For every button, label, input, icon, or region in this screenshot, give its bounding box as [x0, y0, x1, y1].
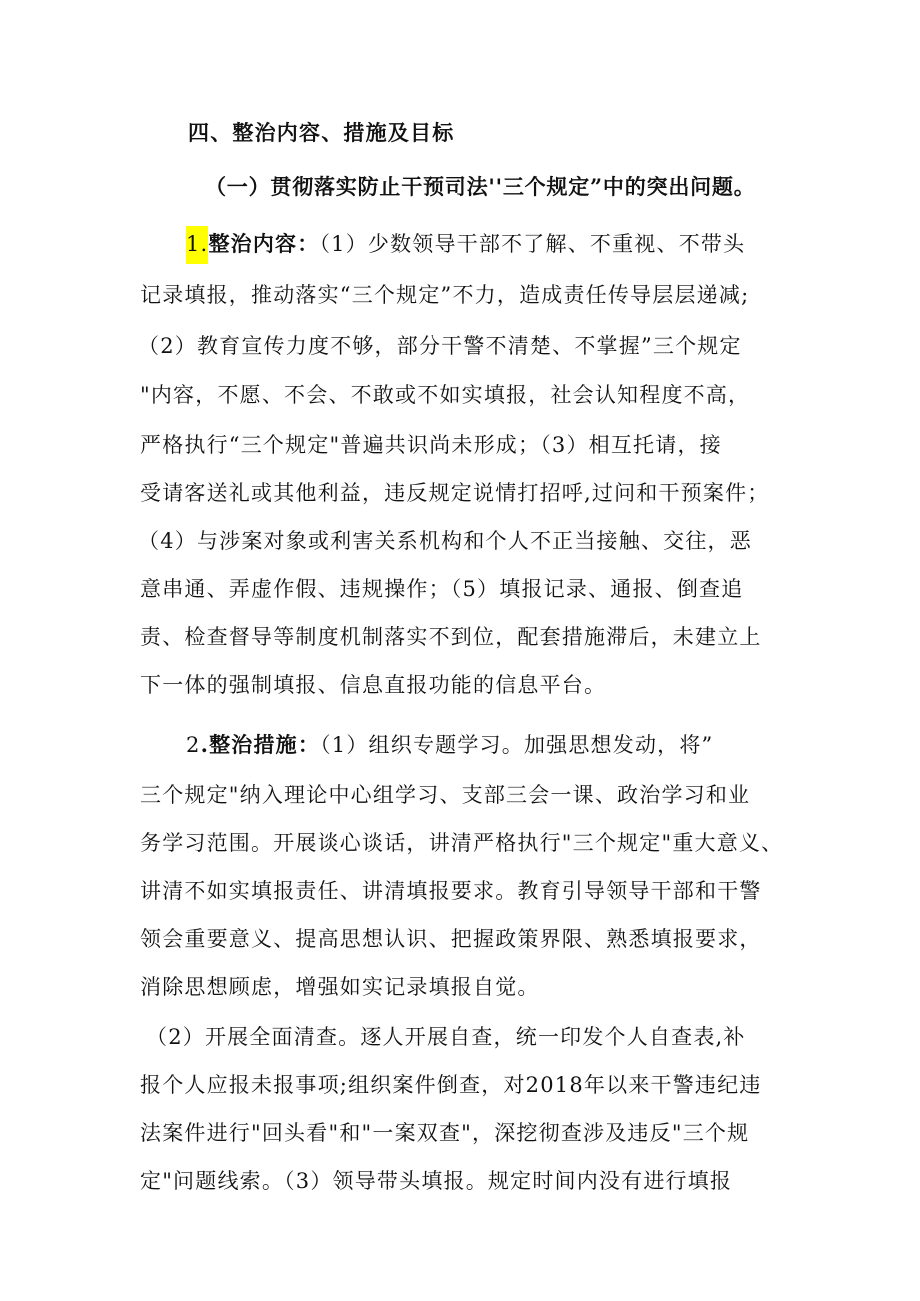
item1-line: （4）与涉案对象或利害关系机构和个人不正当接触、交往，恶: [138, 529, 752, 553]
item2-line: 务学习范围。开展谈心谈话，讲清严格执行"三个规定"重大意义、: [140, 831, 784, 855]
item2-line: 消除思想顾虑，增强如实记录填报自觉。: [140, 975, 540, 999]
item1-text: （1）少数领导干部不了解、不重视、不带头: [319, 232, 746, 256]
item2-text: （1）组织专题学习。加强思想发动，将”: [320, 733, 714, 757]
section-heading: 四、整治内容、措施及目标: [188, 120, 455, 145]
item1-line: "内容，不愿、不会、不敢或不如实填报，社会认知程度不高，: [140, 383, 751, 407]
item1-line: 记录填报，推动落实“三个规定”不力，造成责任传导层层递减;: [140, 283, 750, 307]
subsection-heading: （一）贯彻落实防止干预司法''三个规定”中的突出问题。: [205, 174, 756, 199]
item1-line: 受请客送礼或其他利益，违反规定说情打招呼,过问和干预案件；: [140, 481, 770, 505]
item1-label: 整治内容：: [208, 231, 320, 256]
para3-line: （2）开展全面清查。逐人开展自查，统一印发个人自查表,补: [146, 1025, 746, 1049]
highlighted-item-number: 1.: [186, 226, 208, 264]
para3-line: 报个人应报未报事项;组织案件倒查，对2018年以来干警违纪违: [140, 1073, 762, 1097]
item2-number: 2: [186, 733, 201, 757]
item1-first-line: [186, 226, 745, 264]
para3-line: 定"问题线索。（3）领导带头填报。规定时间内没有进行填报: [140, 1169, 733, 1193]
para3-line: 法案件进行"回头看"和"一案双查"，深挖彻查涉及违反"三个规: [140, 1121, 750, 1145]
item1-line: 严格执行“三个规定"普遍共识尚未形成；（3）相互托请，接: [140, 433, 722, 457]
item2-line: 讲清不如实填报责任、讲清填报要求。教育引导领导干部和干警: [140, 879, 762, 903]
item2-label: .整治措施：: [200, 732, 321, 757]
item1-line: 责、检查督导等制度机制落实不到位，配套措施滞后，未建立上: [140, 625, 762, 649]
item1-line: 意串通、弄虚作假、违规操作；（5）填报记录、通报、倒查追: [140, 577, 744, 601]
item2-line: 三个规定"纳入理论中心组学习、支部三会一课、政治学习和业: [140, 783, 751, 807]
item2-first-line: [186, 730, 713, 760]
item1-line: （2）教育宣传力度不够，部分干警不清楚、不掌握”三个规定: [138, 334, 742, 358]
item1-line: 下一体的强制填报、信息直报功能的信息平台。: [140, 673, 607, 697]
item2-line: 领会重要意义、提高思想认识、把握政策界限、熟悉填报要求，: [140, 927, 762, 951]
